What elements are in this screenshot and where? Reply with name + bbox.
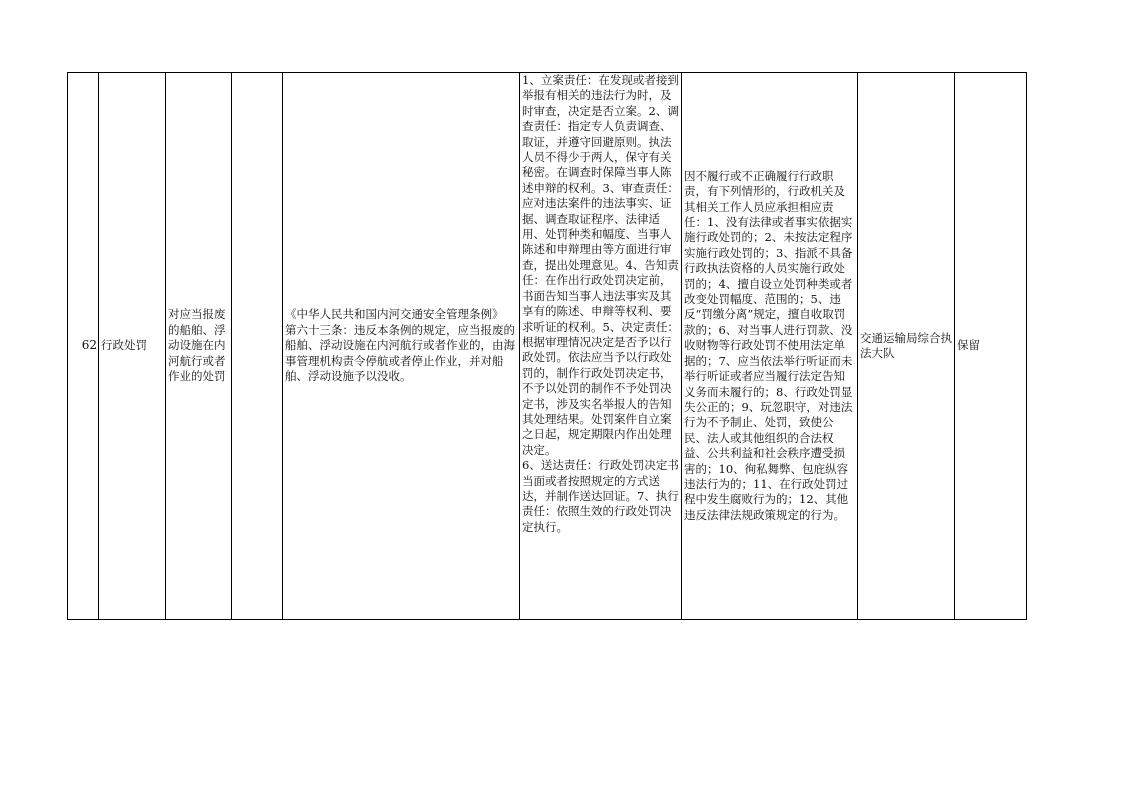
responsible-department: 交通运输局综合执法大队 xyxy=(858,73,955,620)
responsibility-cell xyxy=(520,73,682,620)
status-text: 保留 xyxy=(955,73,1027,620)
responsibility-text: 1、立案责任：在发现或者接到举报有相关的违法行为时，及时审查，决定是否立案。2、调查责任：指定专人负责调查、取证，并遵守回避原则。执法人员不得少于两人，保守有关秘密。在调查时保障当事人陈述申辩的权利。3、审查责任：应对违法案件的违法事实、证据、调查取证程序、法律适用、处罚种类和幅度、当事人陈述和申辩理由等方面进行审查，提出处理意见。4、告知责任：在作出行政处罚决定前，书面告知当事人违法事实及其享有的陈述、申辩等权利、要求听证的权利。5、决定责任：根据审理情况决定是否予以行政处罚。依法应当予以行政处罚的，制作行政处罚决定书，不予以处罚的制作不予处罚决定书，涉及实名举报人的告知其处理结果。处罚案件自立案之日起，规定期限内作出处理决定。 6、送达责任：行政处罚决定书当面或者按照规定的方式送达，并制作送达回证。7、执行责任：依照生效的行政处罚决定执行。 xyxy=(522,73,679,534)
accountability-text: 因不履行或不正确履行行政职责，有下列情形的，行政机关及其相关工作人员应承担相应责任：1、没有法律或者事实依据实施行政处罚的；2、未按法定程序实施行政处罚的；3、指派不具备行政执法资格的人员实施行政处罚的；4、擅自设立处罚种类或者改变处罚幅度、范围的；5、违反“罚缴分离”规定，擅自收取罚款的；6、对当事人进行罚款、没收财物等行政处罚不使用法定单据的；7、应当依法举行听证而未举行听证或者应当履行法定告知义务而未履行的；8、行政处罚显失公正的；9、玩忽职守，对违法行为不予制止、处罚，致使公民、法人或其他组织的合法权益、公共利益和社会秩序遭受损害的；10、徇私舞弊、包庇纵容违法行为的；11、在行政处罚过程中发生腐败行为的；12、其他违反法律法规政策规定的行为。 xyxy=(682,73,858,620)
power-category: 行政处罚 xyxy=(99,73,166,620)
table-row xyxy=(68,73,1027,620)
power-list-table xyxy=(67,72,1027,620)
sub-item xyxy=(232,73,283,620)
item-name: 对应当报废的船舶、浮动设施在内河航行或者作业的处罚 xyxy=(166,73,232,620)
legal-basis: 《中华人民共和国内河交通安全管理条例》 第六十三条：违反本条例的规定，应当报废的船舶、浮动设施在内河航行或者作业的，由海事管理机构责令停航或者停止作业，并对船舶、浮动设施予以没收。 xyxy=(283,73,520,620)
row-number: 62 xyxy=(68,73,99,620)
